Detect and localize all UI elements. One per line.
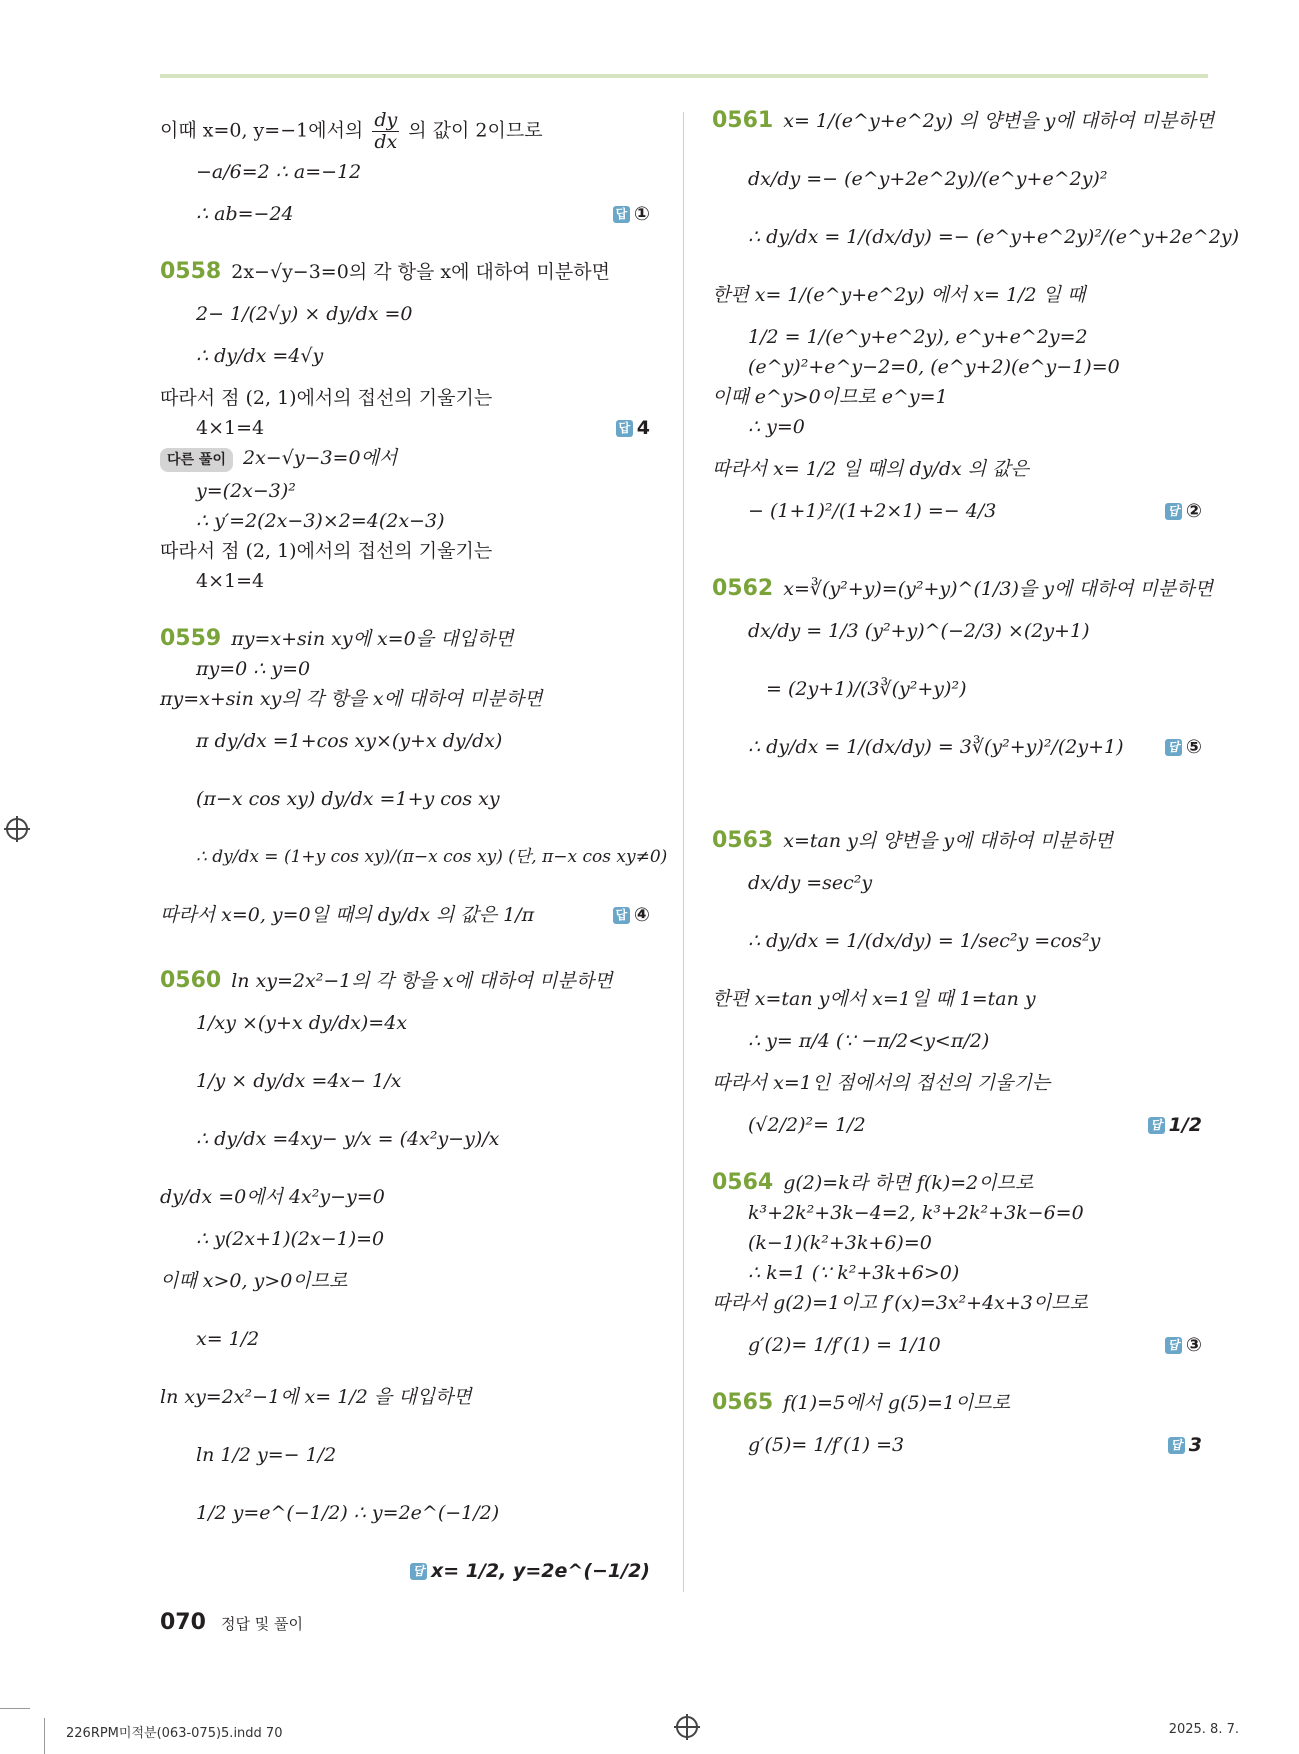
math-line: ∴ dy/dx =4√y [196,345,324,367]
text: g′(2)= 1/f′(1) = 1/10 [748,1334,941,1356]
text: −a/6=2 ∴ a=−12 [196,161,362,183]
answer [1168,1434,1202,1456]
math-line: dy/dx =0에서 4x²y−y=0 [160,1186,385,1208]
alt-solution-header [160,447,650,472]
answer-line [160,1560,650,1584]
text: ∴ ab=−24 [196,203,294,225]
text: (√2/2)²= 1/2 [748,1114,866,1136]
text-line [160,110,650,153]
text: 따라서 x=0, y=0일 때의 dy/dx 의 값은 1/π [160,904,535,926]
registration-mark-icon [6,818,28,840]
math-line: 따라서 x=1인 점에서의 접선의 기울기는 [712,1072,1051,1094]
answer [410,1560,650,1582]
math-line: k³+2k²+3k−4=2, k³+2k²+3k−6=0 [748,1202,1084,1224]
answer-badge: 답 [1165,1337,1182,1354]
math-line: 1/2 = 1/(e^y+e^2y), e^y+e^2y=2 [748,326,1088,348]
text: 이때 x=0, y=−1에서의 [160,119,364,142]
math-line: (π−x cos xy) dy/dx =1+y cos xy [196,788,500,810]
answer-value: 1/2 [1168,1114,1202,1136]
column-divider [683,112,684,1592]
answer-badge: 답 [1168,1437,1185,1454]
answer-badge: 답 [616,420,633,437]
crop-mark [44,1718,45,1754]
problem-header [712,1392,1202,1414]
math-line [712,500,1202,522]
answer-value: ③ [1185,1334,1202,1356]
answer [1165,500,1202,522]
math-line: ∴ y= π/4 (∵ −π/2<y<π/2) [748,1030,990,1052]
text-line: 따라서 점 (2, 1)에서의 접선의 기울기는 [160,540,493,562]
math-line: ln 1/2 y=− 1/2 [196,1444,337,1466]
slug-filename: 226RPM미적분(063-075)5.indd 70 [66,1726,283,1741]
answer-value: ⑤ [1185,736,1202,758]
page-number: 070 [160,1610,206,1635]
text: f(1)=5에서 g(5)=1이므로 [783,1392,1011,1414]
page-footer [160,1610,303,1635]
math-line: ln xy=2x²−1에 x= 1/2 을 대입하면 [160,1386,472,1408]
problem-number: 0562 [712,576,774,601]
math-line: dx/dy =− (e^y+2e^2y)/(e^y+e^2y)² [748,168,1108,190]
math-line: 1/xy ×(y+x dy/dx)=4x [196,1012,408,1034]
top-rule [160,74,1208,78]
math-line: ∴ y′=2(2x−3)×2=4(2x−3) [196,510,445,532]
answer-badge: 답 [1165,503,1182,520]
math-line: ∴ dy/dx = 1/(dx/dy) = 1/sec²y =cos²y [748,930,1101,952]
problem-header [712,1172,1202,1194]
problem-number: 0558 [160,259,222,284]
right-column [712,108,1240,1456]
text-line [160,904,650,926]
registration-mark-icon [676,1716,698,1738]
problem-number: 0565 [712,1390,774,1415]
text-line: 따라서 점 (2, 1)에서의 접선의 기울기는 [160,387,493,409]
text: − (1+1)²/(1+2×1) =− 4/3 [748,500,997,522]
math-line: 1/y × dy/dx =4x− 1/x [196,1070,402,1092]
problem-header [160,970,650,992]
problem-header [160,628,650,650]
answer-badge: 답 [613,206,630,223]
math-line [712,1114,1202,1136]
math-line: π dy/dx =1+cos xy×(y+x dy/dx) [196,730,503,752]
problem-number: 0559 [160,626,222,651]
answer [613,203,650,225]
text: x=tan y의 양변을 y에 대하여 미분하면 [783,830,1113,852]
math-line: 한편 x= 1/(e^y+e^2y) 에서 x= 1/2 일 때 [712,284,1086,306]
problem-number: 0564 [712,1170,774,1195]
alt-solution-badge: 다른 풀이 [160,448,233,472]
text: 2x−√y−3=0의 각 항을 x에 대하여 미분하면 [231,261,610,283]
text: g′(5)= 1/f′(1) =3 [748,1434,905,1456]
answer [1165,1334,1202,1356]
answer-value: ① [633,203,650,225]
math-line: 1/2 y=e^(−1/2) ∴ y=2e^(−1/2) [196,1502,500,1524]
math-line: x= 1/2 [196,1328,260,1350]
math-line: ∴ y(2x+1)(2x−1)=0 [196,1228,385,1250]
math-line: ∴ dy/dx = (1+y cos xy)/(π−x cos xy) (단, π−x cos xy≠0) [196,847,668,867]
math-line: ∴ y=0 [748,416,805,438]
answer-value: 4 [636,417,650,439]
answer-value: x= 1/2, y=2e^(−1/2) [430,1560,650,1582]
text-line [160,161,650,183]
text: πy=x+sin xy에 x=0을 대입하면 [231,628,514,650]
text: ln xy=2x²−1의 각 항을 x에 대하여 미분하면 [231,970,613,992]
answer-value: 3 [1188,1434,1202,1456]
text: ∴ dy/dx = 1/(dx/dy) = 3∛(y²+y)²/(2y+1) [748,736,1124,758]
answer [613,904,650,926]
text: 4×1=4 [196,417,265,439]
answer [1165,736,1202,758]
math-line: (k−1)(k²+3k+6)=0 [748,1232,932,1254]
math-line: 이때 e^y>0이므로 e^y=1 [712,386,948,408]
answer-badge: 답 [1148,1117,1165,1134]
math-line [712,736,1202,758]
math-line: πy=x+sin xy의 각 항을 x에 대하여 미분하면 [160,688,543,710]
math-line: ∴ dy/dx = 1/(dx/dy) =− (e^y+e^2y)²/(e^y+2e^2y) [748,226,1240,248]
answer [616,417,650,439]
math-line: dx/dy =sec²y [748,872,873,894]
text: 2x−√y−3=0에서 [242,447,398,469]
math-line: 따라서 g(2)=1이고 f′(x)=3x²+4x+3이므로 [712,1292,1088,1314]
left-column [160,109,668,1584]
text: g(2)=k라 하면 f(k)=2이므로 [783,1172,1034,1194]
answer-badge: 답 [410,1563,427,1580]
math-line [712,1334,1202,1356]
problem-header [712,576,1213,601]
slug-date: 2025. 8. 7. [1168,1722,1239,1737]
text: x= 1/(e^y+e^2y) 의 양변을 y에 대하여 미분하면 [783,110,1215,132]
math-line: πy=0 ∴ y=0 [196,658,311,680]
math-line: (e^y)²+e^y−2=0, (e^y+2)(e^y−1)=0 [748,356,1120,378]
answer-value: ④ [633,904,650,926]
math-line: 한편 x=tan y에서 x=1일 때 1=tan y [712,988,1036,1010]
answer [1148,1114,1202,1136]
fraction: $\frac{dy}{dx}$ [374,109,398,153]
math-line: 2− 1/(2√y) × dy/dx =0 [196,303,413,325]
text: 의 값이 2이므로 [408,119,543,142]
answer-value: ② [1185,500,1202,522]
text-line: 4×1=4 [196,570,265,592]
problem-number: 0563 [712,828,774,853]
math-line: ∴ dy/dx =4xy− y/x = (4x²y−y)/x [196,1128,500,1150]
crop-mark [0,1708,30,1709]
problem-number: 0560 [160,968,222,993]
problem-header [160,261,650,283]
math-line [712,1434,1202,1456]
answer-badge: 답 [1165,739,1182,756]
math-line: ∴ k=1 (∵ k²+3k+6>0) [748,1262,960,1284]
text-line [160,417,650,439]
problem-header [712,108,1215,133]
problem-header [712,830,1202,852]
footer-label: 정답 및 풀이 [221,1615,304,1633]
math-line: = (2y+1)/(3∛(y²+y)²) [766,678,967,700]
answer-badge: 답 [613,907,630,924]
math-line: 이때 x>0, y>0이므로 [160,1270,348,1292]
math-line: 따라서 x= 1/2 일 때의 dy/dx 의 값은 [712,458,1029,480]
text-line [160,203,650,225]
math-line: y=(2x−3)² [196,480,296,502]
problem-number: 0561 [712,108,774,133]
math-line: dx/dy = 1/3 (y²+y)^(−2/3) ×(2y+1) [748,620,1090,642]
text: x=∛(y²+y)=(y²+y)^(1/3)을 y에 대하여 미분하면 [783,578,1213,600]
